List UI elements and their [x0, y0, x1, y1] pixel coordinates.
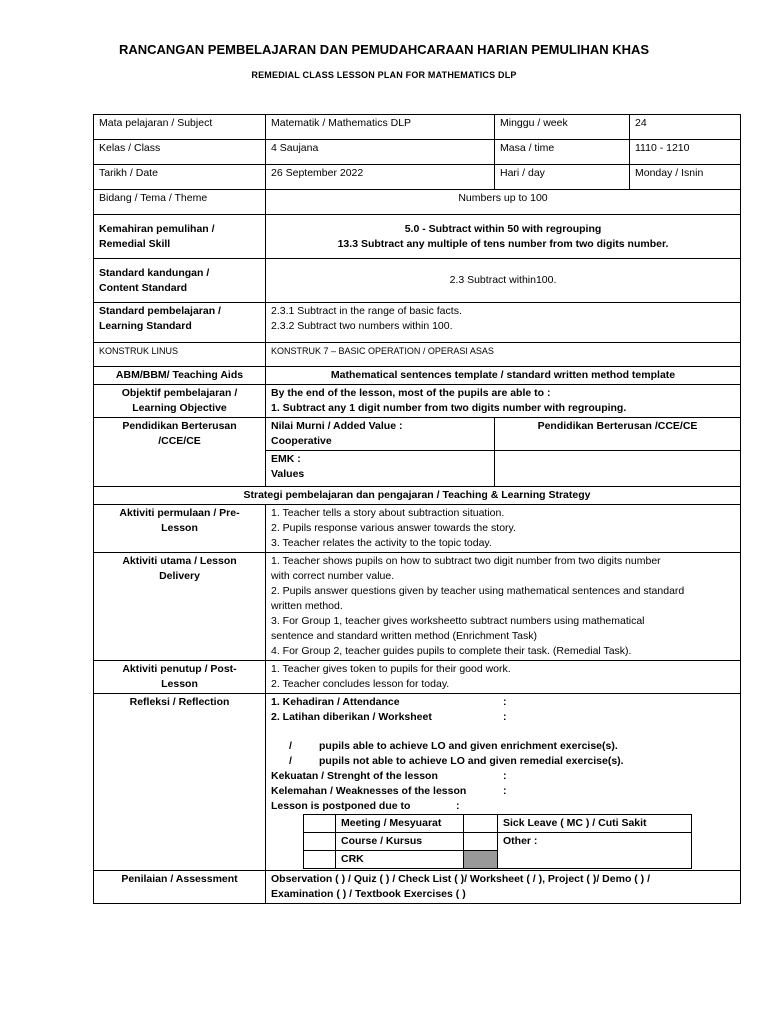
row-learning-standard [94, 303, 741, 343]
pre-lesson-label: Aktiviti permulaan / Pre- Lesson [94, 505, 266, 553]
content-standard-label: Standard kandungan / Content Standard [94, 259, 266, 303]
crk-option: CRK [336, 851, 464, 869]
post-lesson-label: Aktiviti penutup / Post- Lesson [94, 661, 266, 694]
attendance-label: 1. Kehadiran / Attendance [271, 696, 400, 708]
post-lesson-activities [266, 661, 741, 694]
shaded-cell [464, 851, 498, 869]
row-teaching-aids [94, 367, 741, 385]
date-value: 26 September 2022 [266, 165, 495, 190]
day-value: Monday / Isnin [630, 165, 741, 190]
remedial-skill-value: 5.0 - Subtract within 50 with regrouping 13.3 Subtract any multiple of tens number from two digits number. [266, 215, 741, 259]
pre-lesson-activities [266, 505, 741, 553]
row-remedial-skill [94, 215, 741, 259]
time-value: 1110 - 1210 [630, 140, 741, 165]
not-able-text: pupils not able to achieve LO and given remedial exercise(s). [319, 755, 624, 767]
added-value-cell: Nilai Murni / Added Value : Cooperative [266, 418, 495, 451]
emk-cell: EMK : Values [266, 451, 495, 487]
subject-value: Matematik / Mathematics DLP [266, 115, 495, 140]
row-objective [94, 385, 741, 418]
row-content-standard [94, 259, 741, 303]
week-label: Minggu / week [495, 115, 630, 140]
teaching-aids-label: ABM/BBM/ Teaching Aids [94, 367, 266, 385]
strength-label: Kekuatan / Strenght of the lesson [271, 770, 438, 782]
class-label: Kelas / Class [94, 140, 266, 165]
reflection-label: Refleksi / Reflection [94, 694, 266, 871]
other-option: Other : [498, 833, 692, 869]
assessment-label: Penilaian / Assessment [94, 871, 266, 904]
row-strategy-header [94, 487, 741, 505]
assessment-value: Observation ( ) / Quiz ( ) / Check List ( )/ Worksheet ( / ), Project ( )/ Demo ( ) / Examination ( ) / Textbook Exercises ( ) [266, 871, 741, 904]
table-row [304, 815, 692, 833]
list-item: 1. Teacher shows pupils on how to subtract two digit number from two digits number [271, 555, 661, 567]
cce-label: Pendidikan Berterusan /CCE/CE [94, 418, 266, 487]
row-post-lesson [94, 661, 741, 694]
document-title: RANCANGAN PEMBELAJARAN DAN PEMUDAHCARAAN HARIAN PEMULIHAN KHAS [118, 42, 650, 57]
learning-standard-label: Standard pembelajaran / Learning Standard [94, 303, 266, 343]
able-text: pupils able to achieve LO and given enrichment exercise(s). [319, 740, 618, 752]
week-value: 24 [630, 115, 741, 140]
reflection-content: 1. Kehadiran / Attendance : 2. Latihan diberikan / Worksheet : / pupils able to achieve LO and given enrichment exercise(s). / pupils not able to achieve LO and given remedial exercise(s). Kekuatan / Strenght of the lesson : Kelemahan / Weaknesses of the lesson : Lesson is postponed due to : Meeting / Mesyuarat Sick Leave ( MC ) / Cuti Sakit Course / Kursus Other : CRK [266, 694, 741, 871]
theme-value: Numbers up to 100 [266, 190, 741, 215]
postponed-label: Lesson is postponed due to [271, 800, 411, 812]
course-option: Course / Kursus [336, 833, 464, 851]
theme-label: Bidang / Tema / Theme [94, 190, 266, 215]
objective-value: By the end of the lesson, most of the pupils are able to : 1. Subtract any 1 digit number from two digits number with regrouping. [266, 385, 741, 418]
list-item: 1. Teacher tells a story about subtraction situation. [271, 507, 505, 519]
objective-label: Objektif pembelajaran / Learning Objective [94, 385, 266, 418]
lesson-plan-table [93, 114, 741, 904]
list-item: 3. For Group 1, teacher gives worksheetto subtract numbers using mathematical [271, 615, 645, 627]
teaching-aids-value: Mathematical sentences template / standard written method template [266, 367, 741, 385]
row-theme [94, 190, 741, 215]
row-cce [94, 418, 741, 451]
table-row [304, 833, 692, 851]
meeting-option: Meeting / Mesyuarat [336, 815, 464, 833]
list-item: 4. For Group 2, teacher guides pupils to complete their task. (Remedial Task). [271, 645, 632, 657]
row-assessment [94, 871, 741, 904]
day-label: Hari / day [495, 165, 630, 190]
date-label: Tarikh / Date [94, 165, 266, 190]
lesson-delivery-label: Aktiviti utama / Lesson Delivery [94, 553, 266, 661]
list-item: 2. Pupils response various answer towards the story. [271, 522, 516, 534]
row-pre-lesson [94, 505, 741, 553]
list-item: with correct number value. [271, 570, 395, 582]
list-item: 1. Teacher gives token to pupils for their good work. [271, 663, 511, 675]
lesson-delivery-activities [266, 553, 741, 661]
list-item: sentence and standard written method (Enrichment Task) [271, 630, 537, 642]
worksheet-label: 2. Latihan diberikan / Worksheet [271, 711, 432, 723]
linus-label: KONSTRUK LINUS [94, 343, 266, 367]
row-class [94, 140, 741, 165]
row-subject [94, 115, 741, 140]
strategy-header: Strategi pembelajaran dan pengajaran / Teaching & Learning Strategy [94, 487, 741, 505]
list-item: 2. Pupils answer questions given by teacher using mathematical sentences and standard [271, 585, 685, 597]
list-item: 2. Teacher concludes lesson for today. [271, 678, 450, 690]
row-date [94, 165, 741, 190]
postponed-reasons-table [303, 814, 692, 869]
list-item: written method. [271, 600, 343, 612]
emk-empty-cell [495, 451, 741, 487]
learning-standard-value: 2.3.1 Subtract in the range of basic facts. 2.3.2 Subtract two numbers within 100. [266, 303, 741, 343]
time-label: Masa / time [495, 140, 630, 165]
sick-leave-option: Sick Leave ( MC ) / Cuti Sakit [498, 815, 692, 833]
class-value: 4 Saujana [266, 140, 495, 165]
subject-label: Mata pelajaran / Subject [94, 115, 266, 140]
remedial-skill-label: Kemahiran pemulihan / Remedial Skill [94, 215, 266, 259]
list-item: 3. Teacher relates the activity to the topic today. [271, 537, 492, 549]
row-linus [94, 343, 741, 367]
weakness-label: Kelemahan / Weaknesses of the lesson [271, 785, 467, 797]
document-subtitle: REMEDIAL CLASS LESSON PLAN FOR MATHEMATICS DLP [251, 70, 517, 80]
content-standard-value: 2.3 Subtract within100. [266, 259, 741, 303]
linus-value: KONSTRUK 7 – BASIC OPERATION / OPERASI ASAS [266, 343, 741, 367]
cce-right-header: Pendidikan Berterusan /CCE/CE [495, 418, 741, 451]
row-reflection [94, 694, 741, 871]
row-lesson-delivery [94, 553, 741, 661]
